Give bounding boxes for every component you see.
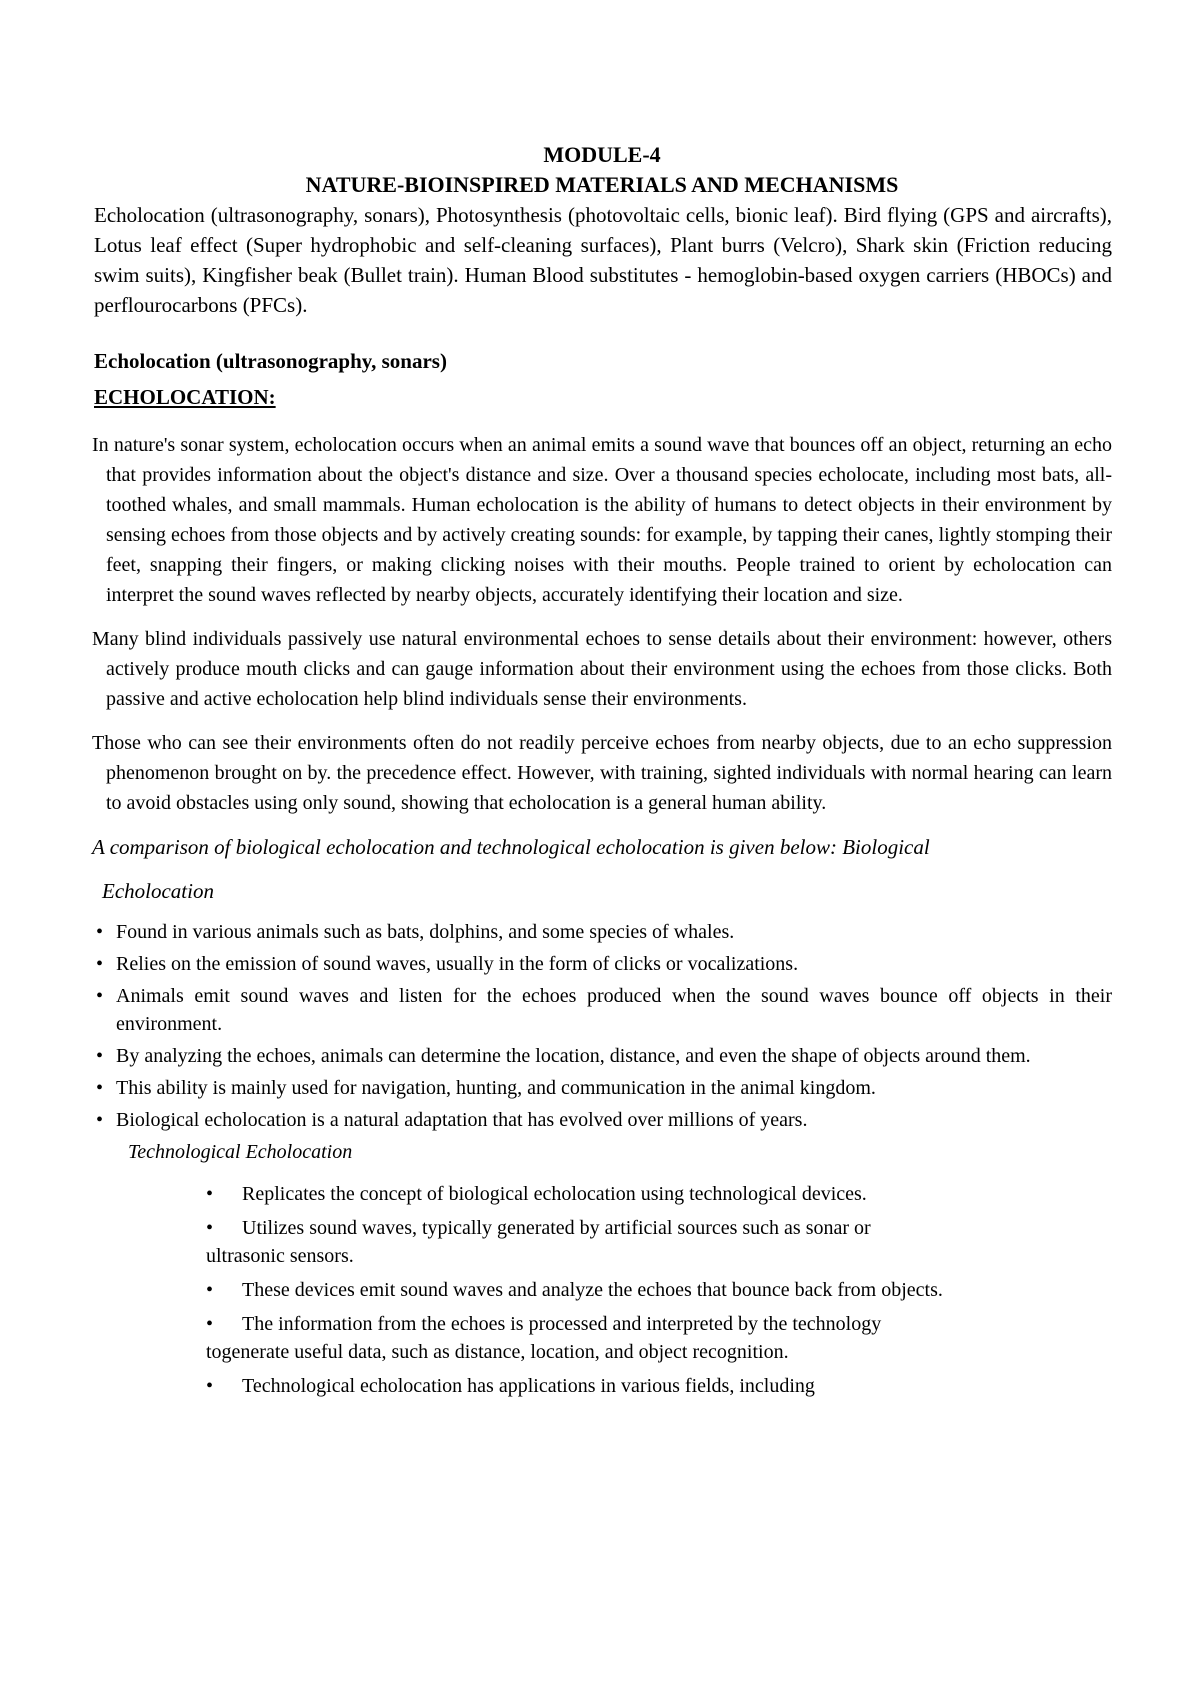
list-item-text: The information from the echoes is processed and interpreted by the technology <box>242 1313 882 1335</box>
list-item-text: Biological echolocation is a natural adaptation that has evolved over millions of years. <box>116 1109 808 1131</box>
list-item-text: Utilizes sound waves, typically generated by artificial sources such as sonar or <box>242 1217 871 1239</box>
technological-heading: Technological Echolocation <box>128 1141 353 1163</box>
module-number: MODULE-4 <box>543 142 661 167</box>
list-item-text: Found in various animals such as bats, dolphins, and some species of whales. <box>116 921 735 943</box>
paragraph-2: Many blind individuals passively use natural environmental echoes to sense details about their environment: however, others actively produce mouth clicks and can gauge information about their environment using the echoes from those clicks. Both passive and active echolocation help blind individuals sense their environments. <box>92 628 1112 710</box>
bullet-icon: • <box>96 953 104 975</box>
module-title: NATURE-BIOINSPIRED MATERIALS AND MECHANISMS <box>305 172 899 197</box>
comparison-intro: A comparison of biological echolocation and technological echolocation is given below: Biological <box>92 835 930 859</box>
bullet-icon: • <box>96 1045 104 1067</box>
paragraph-1: In nature's sonar system, echolocation occurs when an animal emits a sound wave that bounces off an object, returning an echo that provides information about the object's distance and size. Over a thousand species echolocate, including most bats, all-toothed whales, and small mammals. Human echolocation is the ability of humans to detect objects in their environment by sensing echoes from those objects and by actively creating sounds: for example, by tapping their canes, lightly stomping their feet, snapping their fingers, or making clicking noises with their mouths. People trained to orient by echolocation can interpret the sound waves reflected by nearby objects, accurately identifying their location and size. <box>92 434 1112 606</box>
list-item-text: These devices emit sound waves and analyze the echoes that bounce back from objects. <box>242 1279 943 1301</box>
list-item <box>202 1372 1112 1400</box>
bullet-icon: • <box>96 1077 104 1099</box>
list-item-text: Animals emit sound waves and listen for the echoes produced when the sound waves bounce off objects in their environment. <box>116 985 1112 1035</box>
list-item <box>202 1310 1112 1366</box>
list-item <box>202 1180 1112 1208</box>
list-item <box>92 918 1112 946</box>
bullet-icon: • <box>96 1109 104 1131</box>
bullet-icon: • <box>206 1375 214 1397</box>
section-heading: Echolocation (ultrasonography, sonars) <box>94 349 447 373</box>
bullet-icon: • <box>206 1183 214 1205</box>
bullet-icon: • <box>96 985 104 1007</box>
list-item <box>92 1106 1112 1134</box>
list-item-continuation: ultrasonic sensors. <box>206 1245 354 1267</box>
list-item <box>92 1074 1112 1102</box>
paragraph-3: Those who can see their environments often do not readily perceive echoes from nearby objects, due to an echo suppression phenomenon brought on by. the precedence effect. However, with training, sighted individuals with normal hearing can learn to avoid obstacles using only sound, showing that echolocation is a general human ability. <box>92 732 1112 814</box>
list-item-continuation: togenerate useful data, such as distance, location, and object recognition. <box>206 1341 789 1363</box>
bullet-icon: • <box>96 921 104 943</box>
bullet-icon: • <box>206 1279 214 1301</box>
section-subheading: ECHOLOCATION: <box>94 385 276 409</box>
bullet-icon: • <box>206 1313 214 1335</box>
syllabus-text: Echolocation (ultrasonography, sonars), Photosynthesis (photovoltaic cells, bionic leaf). Bird flying (GPS and aircrafts), Lotus leaf effect (Super hydrophobic and self-cleaning surfaces), Plant burrs (Velcro), Shark skin (Friction reducing swim suits), Kingfisher beak (Bullet train). Human Blood substitutes - hemoglobin-based oxygen carriers (HBOCs) and perflourocarbons (PFCs). <box>94 203 1112 317</box>
list-item-text: Replicates the concept of biological echolocation using technological devices. <box>242 1183 867 1205</box>
technological-list <box>92 1180 1112 1400</box>
list-item-text: Technological echolocation has applications in various fields, including <box>242 1375 815 1397</box>
list-item-text: Relies on the emission of sound waves, usually in the form of clicks or vocalizations. <box>116 953 799 975</box>
list-item <box>92 982 1112 1038</box>
biological-heading: Echolocation <box>102 879 214 903</box>
list-item <box>92 950 1112 978</box>
list-item <box>202 1214 1112 1270</box>
list-item <box>202 1276 1112 1304</box>
biological-list <box>92 918 1112 1134</box>
list-item <box>92 1042 1112 1070</box>
bullet-icon: • <box>206 1217 214 1239</box>
list-item-text: By analyzing the echoes, animals can determine the location, distance, and even the shape of objects around them. <box>116 1045 1031 1067</box>
list-item-text: This ability is mainly used for navigation, hunting, and communication in the animal kingdom. <box>116 1077 876 1099</box>
